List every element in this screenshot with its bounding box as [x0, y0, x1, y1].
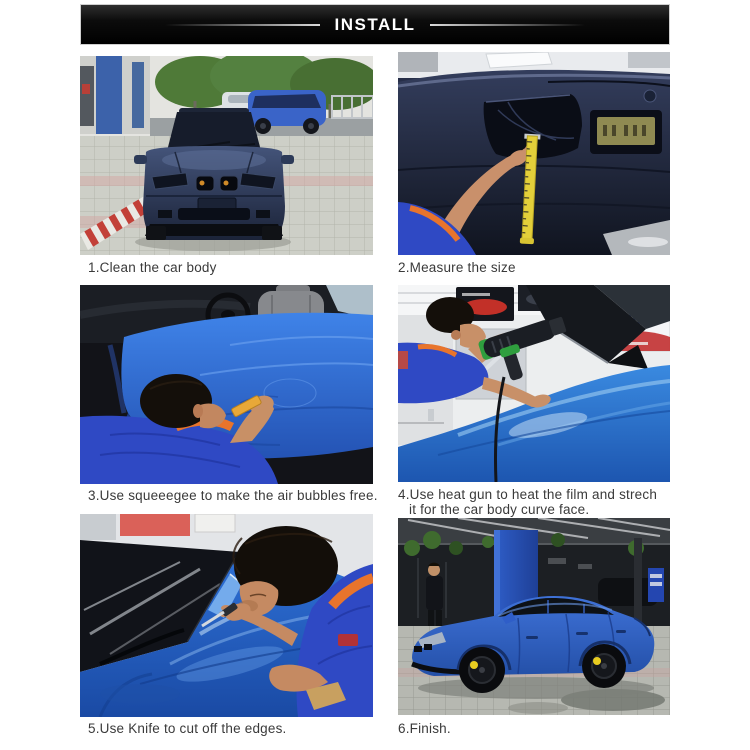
step-photo-squeegee — [80, 285, 373, 484]
step-photo-measure — [398, 52, 670, 255]
install-banner — [80, 4, 670, 45]
floor-glare — [628, 237, 668, 247]
license-plate — [590, 110, 662, 154]
step-caption-3: 3.Use squeeegee to make the air bubbles free. — [88, 488, 378, 503]
step-photo-clean-car — [80, 56, 373, 255]
step-caption-2: 2.Measure the size — [398, 260, 516, 275]
step-photo-finish — [398, 518, 670, 715]
banner-line-left — [165, 24, 320, 26]
step-caption-4-line-2: it for the car body curve face. — [409, 502, 590, 517]
step-photo-heat-gun — [398, 285, 670, 482]
step-caption-6: 6.Finish. — [398, 721, 451, 736]
step-caption-5: 5.Use Knife to cut off the edges. — [88, 721, 287, 736]
step-photo-knife — [80, 514, 373, 717]
banner-line-right — [430, 24, 585, 26]
step-caption-4 — [398, 487, 657, 517]
rear-wheel — [582, 644, 626, 688]
step-caption-1: 1.Clean the car body — [88, 260, 217, 275]
step-caption-4-line-1: 4.Use heat gun to heat the film and strech — [398, 487, 658, 502]
shop-building — [80, 56, 150, 134]
install-title: INSTALL — [334, 14, 416, 34]
front-wheel — [459, 647, 505, 693]
